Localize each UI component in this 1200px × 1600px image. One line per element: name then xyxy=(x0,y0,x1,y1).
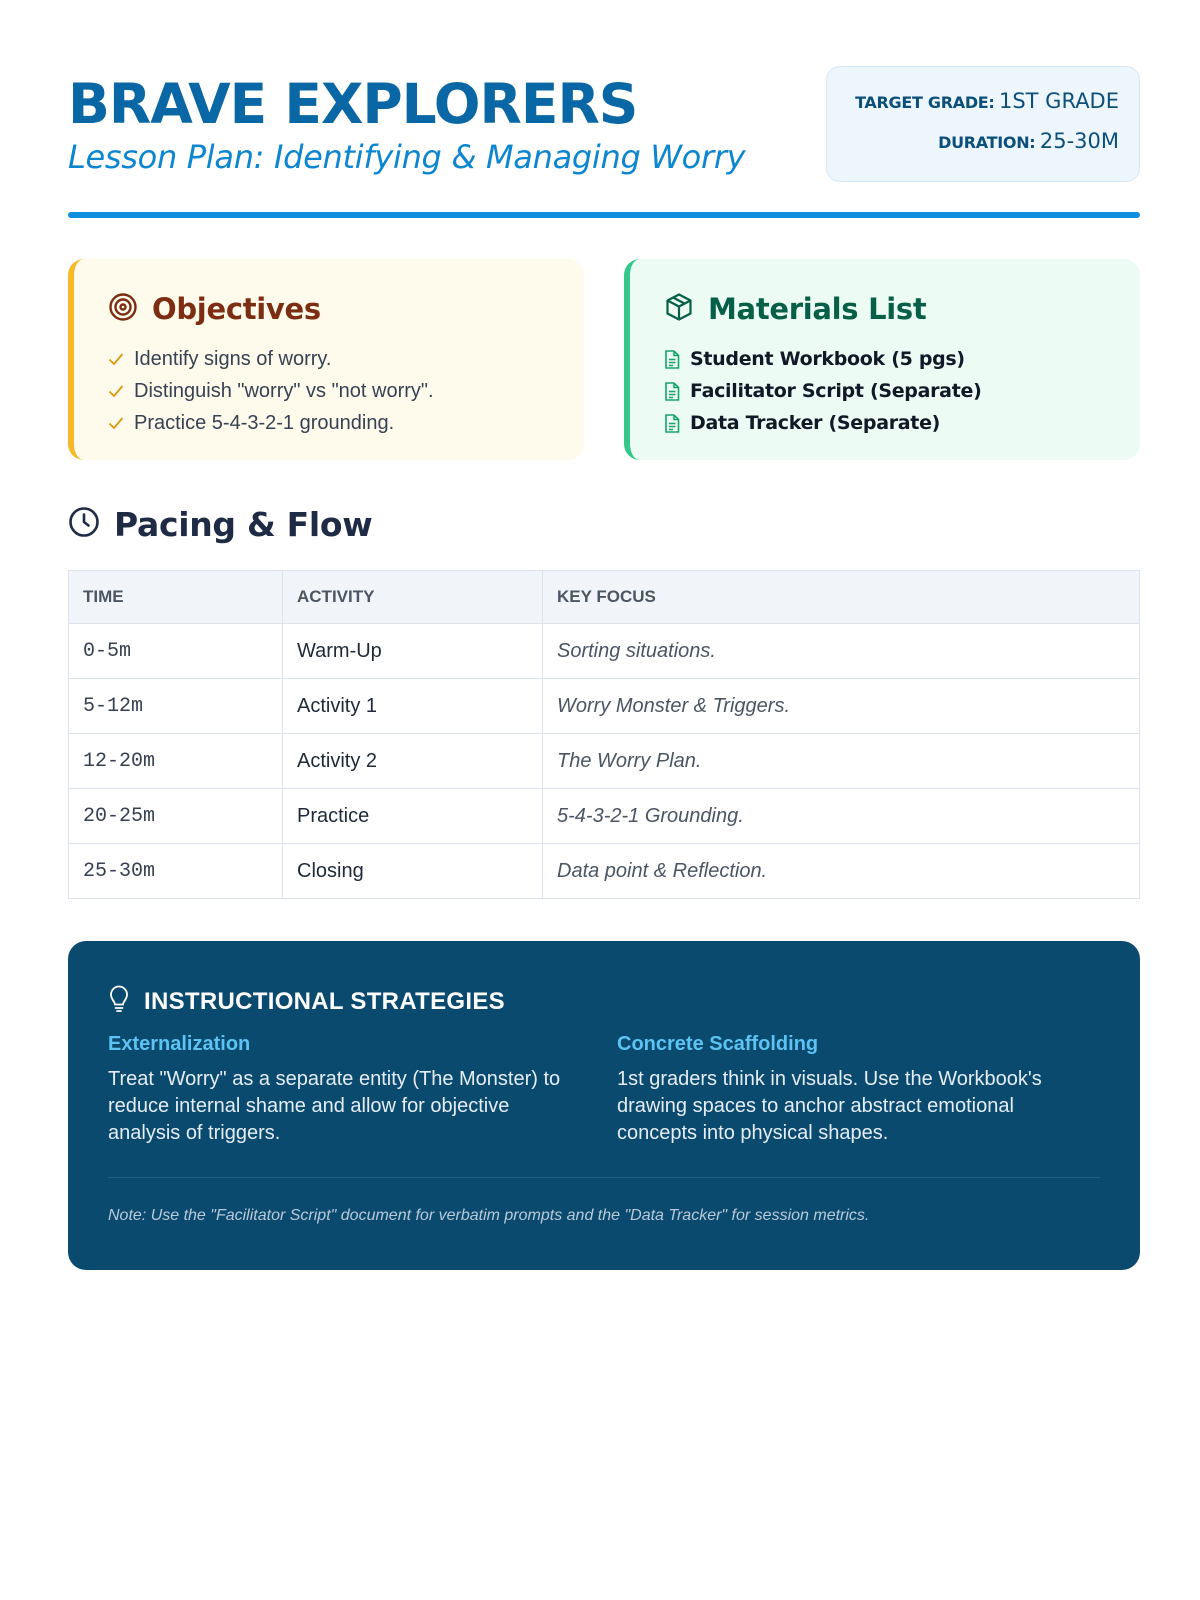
document-icon xyxy=(664,350,690,369)
duration-value: 25-30M xyxy=(1039,129,1119,153)
objective-item xyxy=(108,375,584,407)
material-text: Student Workbook (5 pgs) xyxy=(690,348,965,370)
strategies-divider xyxy=(108,1177,1100,1178)
activity-cell: Activity 1 xyxy=(283,679,543,734)
activity-cell: Warm-Up xyxy=(283,624,543,679)
objectives-card xyxy=(68,259,584,460)
activity-cell: Activity 2 xyxy=(283,734,543,789)
objective-item xyxy=(108,407,584,439)
strategies-note: Note: Use the "Facilitator Script" document for verbatim prompts and the "Data Tracker" for session metrics. xyxy=(108,1207,870,1224)
clock-icon xyxy=(68,506,100,543)
document-icon xyxy=(664,414,690,433)
pacing-table xyxy=(68,570,1140,899)
check-icon xyxy=(108,384,134,398)
material-text: Data Tracker (Separate) xyxy=(690,412,941,434)
pacing-title: Pacing & Flow xyxy=(114,505,373,544)
lesson-meta-box xyxy=(826,66,1140,182)
column-header-time: TIME xyxy=(69,571,283,624)
table-row xyxy=(69,624,1140,679)
column-header-key-focus: KEY FOCUS xyxy=(543,571,1140,624)
time-cell: 0-5m xyxy=(69,624,283,679)
duration-label: DURATION: xyxy=(938,133,1036,152)
table-row xyxy=(69,789,1140,844)
strategy-externalization xyxy=(108,1033,578,1147)
strategy-body: 1st graders think in visuals. Use the Workbook's drawing spaces to anchor abstract emotional concepts into physical shapes. xyxy=(617,1068,1042,1144)
material-item xyxy=(664,343,1140,375)
strategies-heading xyxy=(108,985,505,1018)
activity-cell: Closing xyxy=(283,844,543,899)
materials-card xyxy=(624,259,1140,460)
table-header-row xyxy=(69,571,1140,624)
grade-label: TARGET GRADE: xyxy=(855,93,995,112)
focus-cell: The Worry Plan. xyxy=(543,734,1140,789)
material-item xyxy=(664,375,1140,407)
table-row xyxy=(69,734,1140,789)
materials-list xyxy=(664,343,1140,439)
objective-text: Distinguish "worry" vs "not worry". xyxy=(134,379,434,402)
pacing-heading xyxy=(68,505,372,544)
time-cell: 20-25m xyxy=(69,789,283,844)
materials-title: Materials List xyxy=(708,292,927,326)
header-divider xyxy=(68,212,1140,218)
table-row xyxy=(69,844,1140,899)
material-text: Facilitator Script (Separate) xyxy=(690,380,982,402)
duration-line xyxy=(938,129,1119,153)
strategy-body: Treat "Worry" as a separate entity (The Monster) to reduce internal shame and allow for objective analysis of triggers. xyxy=(108,1068,561,1144)
focus-cell: Data point & Reflection. xyxy=(543,844,1140,899)
objective-item xyxy=(108,343,584,375)
instructional-strategies-panel xyxy=(68,941,1140,1270)
time-cell: 12-20m xyxy=(69,734,283,789)
strategy-concrete-scaffolding xyxy=(617,1033,1087,1147)
target-icon xyxy=(108,292,138,327)
focus-cell: Worry Monster & Triggers. xyxy=(543,679,1140,734)
strategy-heading: Concrete Scaffolding xyxy=(617,1033,819,1055)
time-cell: 5-12m xyxy=(69,679,283,734)
page-header xyxy=(68,66,1140,216)
check-icon xyxy=(108,352,134,366)
material-item xyxy=(664,407,1140,439)
objective-text: Practice 5-4-3-2-1 grounding. xyxy=(134,411,395,434)
check-icon xyxy=(108,416,134,430)
grade-line xyxy=(855,89,1119,113)
focus-cell: Sorting situations. xyxy=(543,624,1140,679)
page-subtitle: Lesson Plan: Identifying & Managing Worry xyxy=(68,138,746,176)
activity-cell: Practice xyxy=(283,789,543,844)
strategies-title: INSTRUCTIONAL STRATEGIES xyxy=(144,987,505,1015)
document-icon xyxy=(664,382,690,401)
objectives-list xyxy=(108,343,584,439)
strategy-heading: Externalization xyxy=(108,1033,251,1055)
objectives-title: Objectives xyxy=(152,292,321,326)
page-title: BRAVE EXPLORERS xyxy=(68,72,638,136)
table-row xyxy=(69,679,1140,734)
objective-text: Identify signs of worry. xyxy=(134,347,332,370)
lightbulb-icon xyxy=(108,985,130,1018)
box-icon xyxy=(664,292,694,327)
time-cell: 25-30m xyxy=(69,844,283,899)
grade-value: 1ST GRADE xyxy=(998,89,1119,113)
focus-cell: 5-4-3-2-1 Grounding. xyxy=(543,789,1140,844)
column-header-activity: ACTIVITY xyxy=(283,571,543,624)
